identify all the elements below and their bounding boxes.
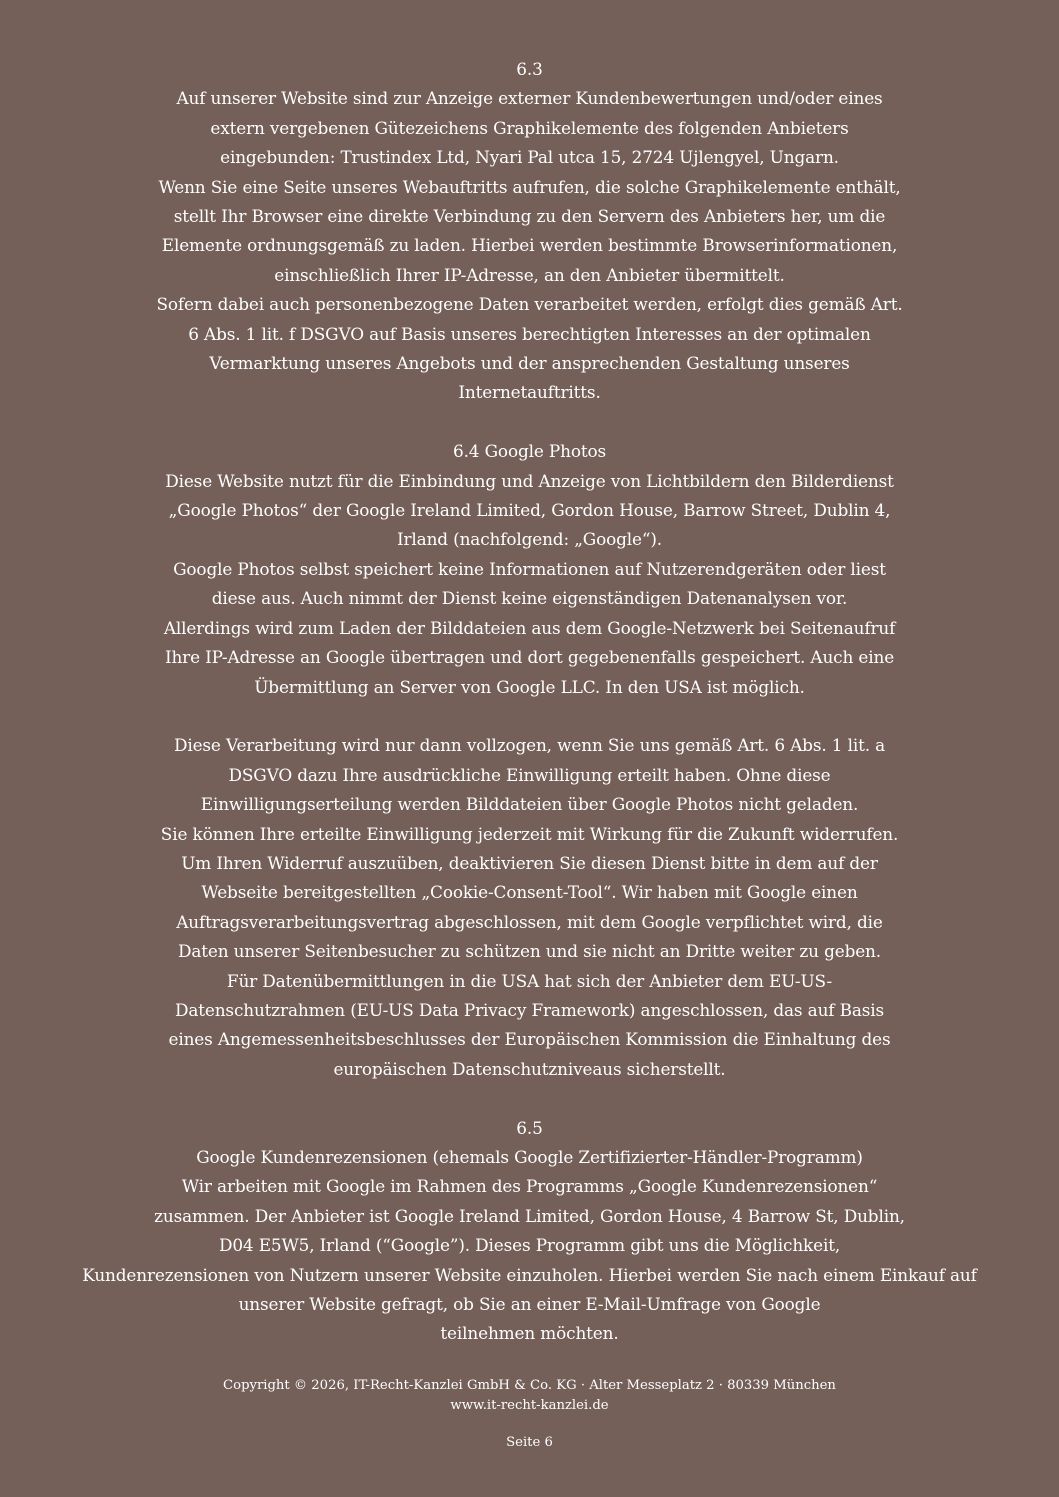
paragraph-line: Ihre IP-Adresse an Google übertragen und dort gegebenenfalls gespeichert. Auch eine: [164, 647, 895, 668]
paragraph-line: „Google Photos“ der Google Ireland Limited, Gordon House, Barrow Street, Dublin 4,: [168, 500, 891, 521]
paragraph-spacer: [0, 408, 1059, 437]
section-6-4-consent: [0, 731, 1059, 1084]
page-number: Seite 6: [506, 1435, 553, 1450]
page-footer: [0, 1376, 1059, 1453]
paragraph-spacer: [0, 1084, 1059, 1113]
paragraph-line: Sofern dabei auch personenbezogene Daten verarbeitet werden, erfolgt dies gemäß Art.: [156, 294, 903, 315]
paragraph-line: extern vergebenen Gütezeichens Graphikelemente des folgenden Anbieters: [210, 117, 849, 138]
paragraph-line: einschließlich Ihrer IP-Adresse, an den Anbieter übermittelt.: [274, 264, 785, 285]
paragraph-line: eines Angemessenheitsbeschlusses der Europäischen Kommission die Einhaltung des: [168, 1029, 891, 1050]
paragraph-line: unserer Website gefragt, ob Sie an einer E-Mail-Umfrage von Google: [238, 1294, 821, 1315]
document-body: [0, 55, 1059, 1349]
paragraph-line: Internetauftritts.: [458, 382, 601, 403]
paragraph-line: Diese Website nutzt für die Einbindung und Anzeige von Lichtbildern den Bilderdienst: [165, 470, 894, 491]
paragraph-line: zusammen. Der Anbieter ist Google Ireland Limited, Gordon House, 4 Barrow St, Dublin,: [154, 1205, 905, 1226]
section-6-3: [0, 55, 1059, 408]
paragraph-line: Sie können Ihre erteilte Einwilligung jederzeit mit Wirkung für die Zukunft widerrufen.: [160, 823, 899, 844]
section-heading: 6.5: [516, 1117, 543, 1138]
paragraph-line: Elemente ordnungsgemäß zu laden. Hierbei werden bestimmte Browserinformationen,: [161, 235, 898, 256]
paragraph-line: Um Ihren Widerruf auszuüben, deaktivieren Sie diesen Dienst bitte in dem auf der: [181, 852, 878, 873]
footer-copyright: Copyright © 2026, IT-Recht-Kanzlei GmbH & Co. KG · Alter Messeplatz 2 · 80339 München: [223, 1378, 836, 1393]
paragraph-line: Irland (nachfolgend: „Google“).: [396, 529, 663, 550]
paragraph-line: diese aus. Auch nimmt der Dienst keine eigenständigen Datenanalysen vor.: [211, 588, 848, 609]
section-heading: 6.4 Google Photos: [453, 441, 606, 462]
paragraph-line: Für Datenübermittlungen in die USA hat sich der Anbieter dem EU-US-: [226, 970, 833, 991]
paragraph-line: europäischen Datenschutzniveaus sicherstellt.: [333, 1058, 726, 1079]
paragraph-line: stellt Ihr Browser eine direkte Verbindung zu den Servern des Anbieters her, um die: [173, 206, 886, 227]
paragraph-line: Wenn Sie eine Seite unseres Webauftritts aufrufen, die solche Graphikelemente enthält,: [158, 176, 901, 197]
paragraph-line: D04 E5W5, Irland (“Google”). Dieses Programm gibt uns die Möglichkeit,: [218, 1235, 841, 1256]
paragraph-line: Vermarktung unseres Angebots und der ansprechenden Gestaltung unseres: [209, 353, 850, 374]
section-6-5: [0, 1114, 1059, 1349]
paragraph-line: Kundenrezensionen von Nutzern unserer Website einzuholen. Hierbei werden Sie nach einem Einkauf auf: [82, 1264, 977, 1285]
section-subheading: Google Kundenrezensionen (ehemals Google Zertifizierter-Händler-Programm): [196, 1146, 863, 1167]
paragraph-line: Auftragsverarbeitungsvertrag abgeschlossen, mit dem Google verpflichtet wird, die: [176, 911, 883, 932]
paragraph-line: teilnehmen möchten.: [440, 1323, 619, 1344]
footer-website-link[interactable]: www.it-recht-kanzlei.de: [450, 1398, 609, 1413]
paragraph-line: Google Photos selbst speichert keine Informationen auf Nutzerendgeräten oder liest: [173, 558, 886, 579]
paragraph-line: Allerdings wird zum Laden der Bilddateien aus dem Google-Netzwerk bei Seitenaufruf: [163, 617, 896, 638]
section-6-4: [0, 437, 1059, 702]
paragraph-line: Datenschutzrahmen (EU-US Data Privacy Framework) angeschlossen, das auf Basis: [174, 999, 885, 1020]
paragraph-line: Auf unserer Website sind zur Anzeige externer Kundenbewertungen und/oder eines: [176, 88, 883, 109]
paragraph-line: Webseite bereitgestellten „Cookie-Consent-Tool“. Wir haben mit Google einen: [201, 882, 858, 903]
paragraph-spacer: [0, 702, 1059, 731]
paragraph-line: eingebunden: Trustindex Ltd, Nyari Pal utca 15, 2724 Ujlengyel, Ungarn.: [220, 147, 839, 168]
paragraph-line: Wir arbeiten mit Google im Rahmen des Programms „Google Kundenrezensionen“: [181, 1176, 878, 1197]
paragraph-line: DSGVO dazu Ihre ausdrückliche Einwilligung erteilt haben. Ohne diese: [228, 764, 831, 785]
section-heading: 6.3: [516, 59, 543, 79]
paragraph-line: Einwilligungserteilung werden Bilddateien über Google Photos nicht geladen.: [200, 794, 859, 815]
paragraph-line: Übermittlung an Server von Google LLC. In den USA ist möglich.: [254, 676, 805, 697]
paragraph-line: Diese Verarbeitung wird nur dann vollzogen, wenn Sie uns gemäß Art. 6 Abs. 1 lit. a: [173, 735, 886, 756]
paragraph-line: Daten unserer Seitenbesucher zu schützen und sie nicht an Dritte weiter zu geben.: [177, 941, 881, 962]
paragraph-line: 6 Abs. 1 lit. f DSGVO auf Basis unseres berechtigten Interesses an der optimalen: [188, 323, 871, 344]
